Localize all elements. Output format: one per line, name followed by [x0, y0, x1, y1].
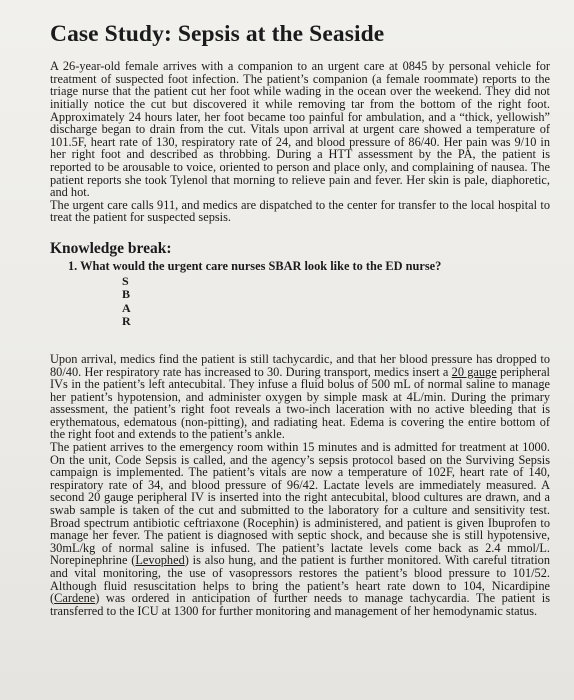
arrival-text-a: Upon arrival, medics find the patient is still tachycardic, and that her blood pressure has dropped to 80/40. Her respiratory rate has increased to 30. During transport, medics insert a — [50, 351, 550, 379]
transfer-paragraph: The urgent care calls 911, and medics are dispatched to the center for transfer to the local hospital to treat the patient for suspected sepsis. — [50, 197, 550, 225]
intro-paragraph: A 26-year-old female arrives with a companion to an urgent care at 0845 by personal vehicle for treatment of suspected foot infection. The patient’s companion (a female roommate) reports to the triage nurse that the patient cut her foot while wading in the ocean over the weekend. They did not initially notice the cut but discovered it while removing tar from the bottom of the right foot. Approximately 24 hours later, her foot became too painful for ambulation, and a “thick, yellowish” discharge began to drain from the cut. Vitals upon arrival at urgent care showed a temperature of 101.5F, heart rate of 130, respiratory rate of 24, and blood pressure of 86/40. Her pain was 9/10 in her right foot and described as throbbing. During a HTT assessment by the PA, the patient is reported to be arousable to voice, oriented to person and place only, and complaining of nausea. The patient reports she took Tylenol that morning to relieve pain and fever. Her skin is pale, diaphoretic, and hot. — [50, 59, 550, 200]
sbar-b: B — [122, 287, 131, 302]
gauge-term: 20 gauge — [451, 364, 497, 379]
arrival-paragraph — [50, 353, 550, 441]
er-text-b: ) is also hung, and the patient is further monitored. With careful titration and vital monitoring, the use of vasopressors restores the patient’s blood pressure to 101/52. Although fluid resuscitation helps to bring the patient’s heart rate down to 104, Nicardipine ( — [50, 553, 550, 606]
er-text-a: The patient arrives to the emergency room within 15 minutes and is admitted for treatment at 1000. On the unit, Code Sepsis is called, and the agency’s sepsis protocol based on the Surviving Sepsis campaign is implemented. The patient’s vitals are now a temperature of 102F, heart rate of 140, respiratory rate of 34, and blood pressure of 96/42. Lactate levels are immediately measured. A second 20 gauge peripheral IV is inserted into the right antecubital, blood cultures are drawn, and a swab sample is taken of the cut and submitted to the laboratory for a culture and sensitivity test. Broad spectrum antibiotic ceftriaxone (Rocephin) is administered, and patient is given Ibuprofen to manage her fever. The patient is diagnosed with septic shock, and because she is still hypotensive, 30mL/kg of normal saline is infused. The patient’s lactate levels come back as 2.4 mmol/L. Norepinephrine ( — [50, 440, 550, 568]
cardene-term: Cardene — [54, 591, 96, 606]
knowledge-break-heading: Knowledge break: — [50, 239, 172, 257]
question-1: 1. What would the urgent care nurses SBAR look like to the ED nurse? — [68, 258, 442, 273]
sbar-a: A — [122, 300, 131, 315]
sbar-s: S — [122, 273, 129, 288]
levophed-term: Levophed — [135, 553, 185, 568]
sbar-r: R — [122, 314, 131, 329]
sbar-list — [122, 275, 550, 329]
er-paragraph — [50, 441, 550, 617]
er-text-c: ) was ordered in anticipation of further needs to manage tachycardia. The patient is transferred to the ICU at 1300 for further monitoring and management of her hemodynamic status. — [50, 591, 550, 618]
page-title: Case Study: Sepsis at the Seaside — [50, 21, 385, 47]
arrival-text-b: peripheral IVs in the patient’s left antecubital. They infuse a fluid bolus of 500 mL of normal saline to manage her patient’s hypotension, and administer oxygen by simple mask at 4L/min. During the primary assessment, the patient’s right foot reveals a two-inch laceration with no active bleeding that is erythematous, edematous (non-pitting), and radiating heat. Edema is covering the entire bottom of the right foot and extends to the patient’s ankle. — [50, 364, 550, 442]
